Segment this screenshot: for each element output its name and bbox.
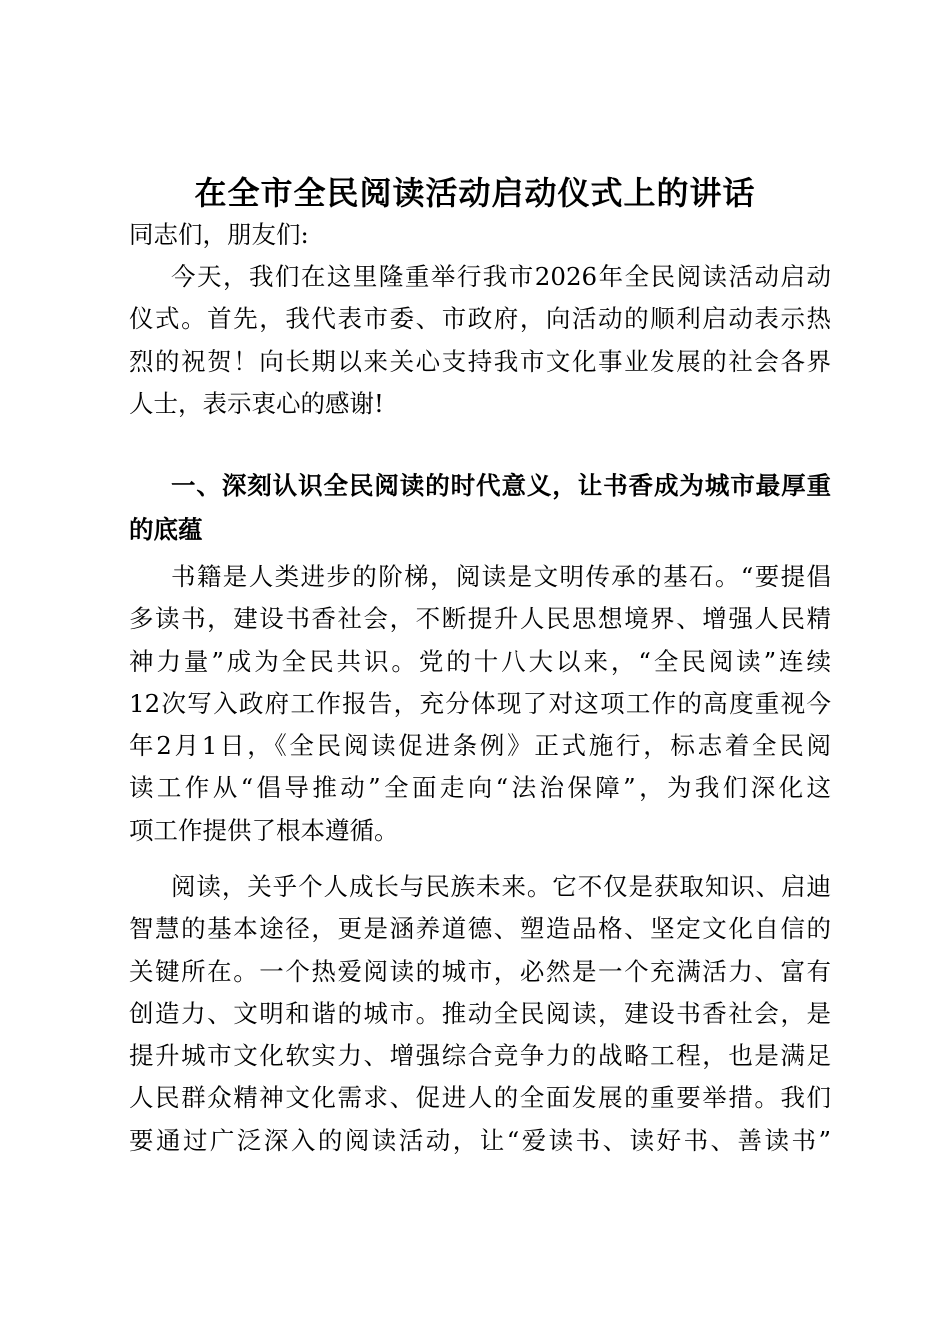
paragraph-line: 智慧的基本途径，更是涵养道德、塑造品格、坚定文化自信的 [129, 914, 831, 944]
paragraph-line: 人士，表示衷心的感谢! [129, 388, 384, 418]
document-title: 在全市全民阅读活动启动仪式上的讲话 [194, 174, 756, 212]
paragraph-line: 阅读，关乎个人成长与民族未来。它不仅是获取知识、启迪 [171, 872, 831, 901]
paragraph-line: 神力量”成为全民共识。党的十八大以来，“全民阅读”连续 [129, 646, 831, 676]
greeting-line: 同志们，朋友们: [129, 220, 309, 249]
paragraph-line: 烈的祝贺！向长期以来关心支持我市文化事业发展的社会各界 [129, 346, 831, 376]
paragraph-line: 书籍是人类进步的阶梯，阅读是文明传承的基石。“要提倡 [171, 562, 831, 591]
paragraph-line: 读工作从“倡导推动”全面走向“法治保障”，为我们深化这 [129, 773, 831, 803]
paragraph-line: 关键所在。一个热爱阅读的城市，必然是一个充满活力、富有 [129, 956, 831, 986]
paragraph-line: 项工作提供了根本遵循。 [129, 815, 399, 845]
heading-line: 的底蕴 [129, 515, 203, 544]
paragraph-line: 年2月1日，《全民阅读促进条例》正式施行，标志着全民阅 [129, 731, 831, 761]
paragraph-line: 要通过广泛深入的阅读活动，让“爱读书、读好书、善读书” [129, 1125, 831, 1155]
heading-line: 一、深刻认识全民阅读的时代意义，让书香成为城市最厚重 [171, 471, 831, 500]
paragraph-line: 仪式。首先，我代表市委、市政府，向活动的顺利启动表示热 [129, 304, 831, 334]
paragraph-2 [129, 556, 831, 852]
paragraph-line: 今天，我们在这里隆重举行我市2026年全民阅读活动启动 [171, 262, 831, 291]
paragraph-line: 多读书，建设书香社会，不断提升人民思想境界、增强人民精 [129, 604, 831, 634]
paragraph-line: 12次写入政府工作报告，充分体现了对这项工作的高度重视今 [129, 688, 831, 718]
paragraph-line: 人民群众精神文化需求、促进人的全面发展的重要举措。我们 [129, 1083, 831, 1113]
greeting [129, 214, 831, 256]
paragraph-3 [129, 866, 831, 1162]
paragraph-1 [129, 256, 831, 425]
paragraph-line: 提升城市文化软实力、增强综合竞争力的战略工程，也是满足 [129, 1041, 831, 1071]
paragraph-line: 创造力、文明和谐的城市。推动全民阅读，建设书香社会，是 [129, 998, 831, 1028]
section-heading-1 [129, 464, 831, 552]
